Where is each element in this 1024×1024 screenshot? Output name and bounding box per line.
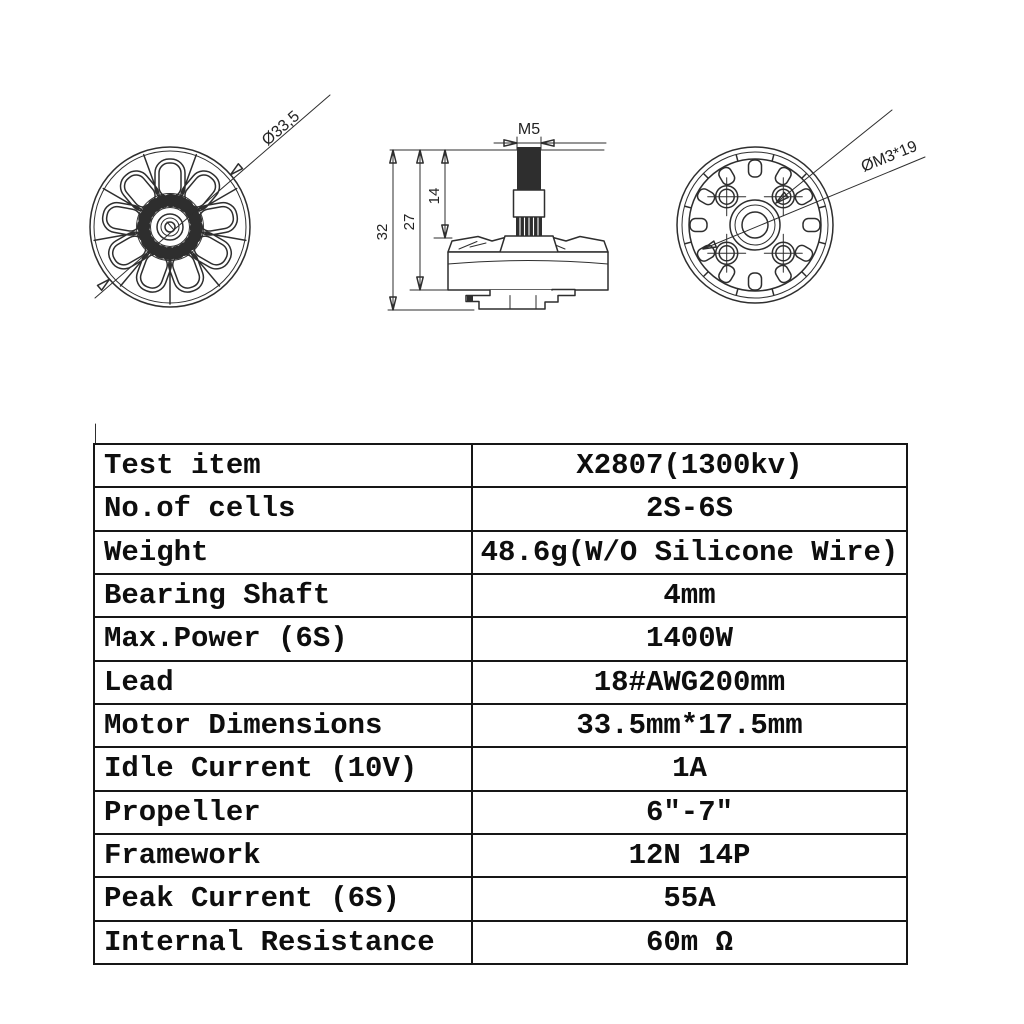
spec-value: 60m Ω (645, 925, 733, 959)
table-row (95, 660, 906, 703)
table-row (95, 445, 906, 486)
spec-label: Propeller (95, 792, 473, 833)
spec-label: Peak Current (6S) (95, 878, 473, 919)
table-row (95, 833, 906, 876)
spec-value: 18#AWG200mm (593, 665, 786, 699)
spec-label: Internal Resistance (95, 922, 473, 963)
table-row (95, 920, 906, 963)
table-row (95, 790, 906, 833)
diameter-label: Ø33,5 (259, 107, 304, 150)
dim-label-14: 14 (426, 187, 443, 205)
spec-value: 55A (663, 882, 716, 916)
spec-value: 1A (672, 752, 707, 786)
table-row (95, 530, 906, 573)
spec-label: Idle Current (10V) (95, 748, 473, 789)
side-view-drawing (374, 121, 608, 310)
table-row (95, 616, 906, 659)
spec-value: 12N 14P (628, 839, 751, 873)
spec-value: 6″-7″ (645, 795, 733, 829)
bottom-view-drawing (677, 110, 925, 303)
table-row (95, 573, 906, 616)
mount-hole-label: ØM3*19 (858, 137, 920, 176)
spec-label: Motor Dimensions (95, 705, 473, 746)
spec-value: 1400W (645, 622, 733, 656)
spec-label: Bearing Shaft (95, 575, 473, 616)
table-row (95, 876, 906, 919)
dim-label-32: 32 (374, 223, 391, 241)
spec-label: Framework (95, 835, 473, 876)
dim-label-27: 27 (401, 213, 418, 231)
spec-label: No.of cells (95, 488, 473, 529)
spec-value: 4mm (663, 579, 716, 613)
table-row (95, 486, 906, 529)
spec-value: X2807(1300kv) (576, 449, 803, 483)
table-row (95, 703, 906, 746)
front-view-drawing (90, 95, 330, 307)
spec-value: 33.5mm*17.5mm (576, 709, 803, 743)
threaded-shaft (517, 147, 541, 190)
spec-value: 2S-6S (645, 492, 733, 526)
thread-label: M5 (517, 121, 541, 138)
spec-label: Max.Power (6S) (95, 618, 473, 659)
spec-label: Lead (95, 662, 473, 703)
spec-table (93, 443, 908, 965)
spec-label: Weight (95, 532, 473, 573)
spec-value: 48.6g(W/O Silicone Wire) (480, 535, 899, 569)
spec-label: Test item (95, 445, 473, 486)
table-row (95, 746, 906, 789)
